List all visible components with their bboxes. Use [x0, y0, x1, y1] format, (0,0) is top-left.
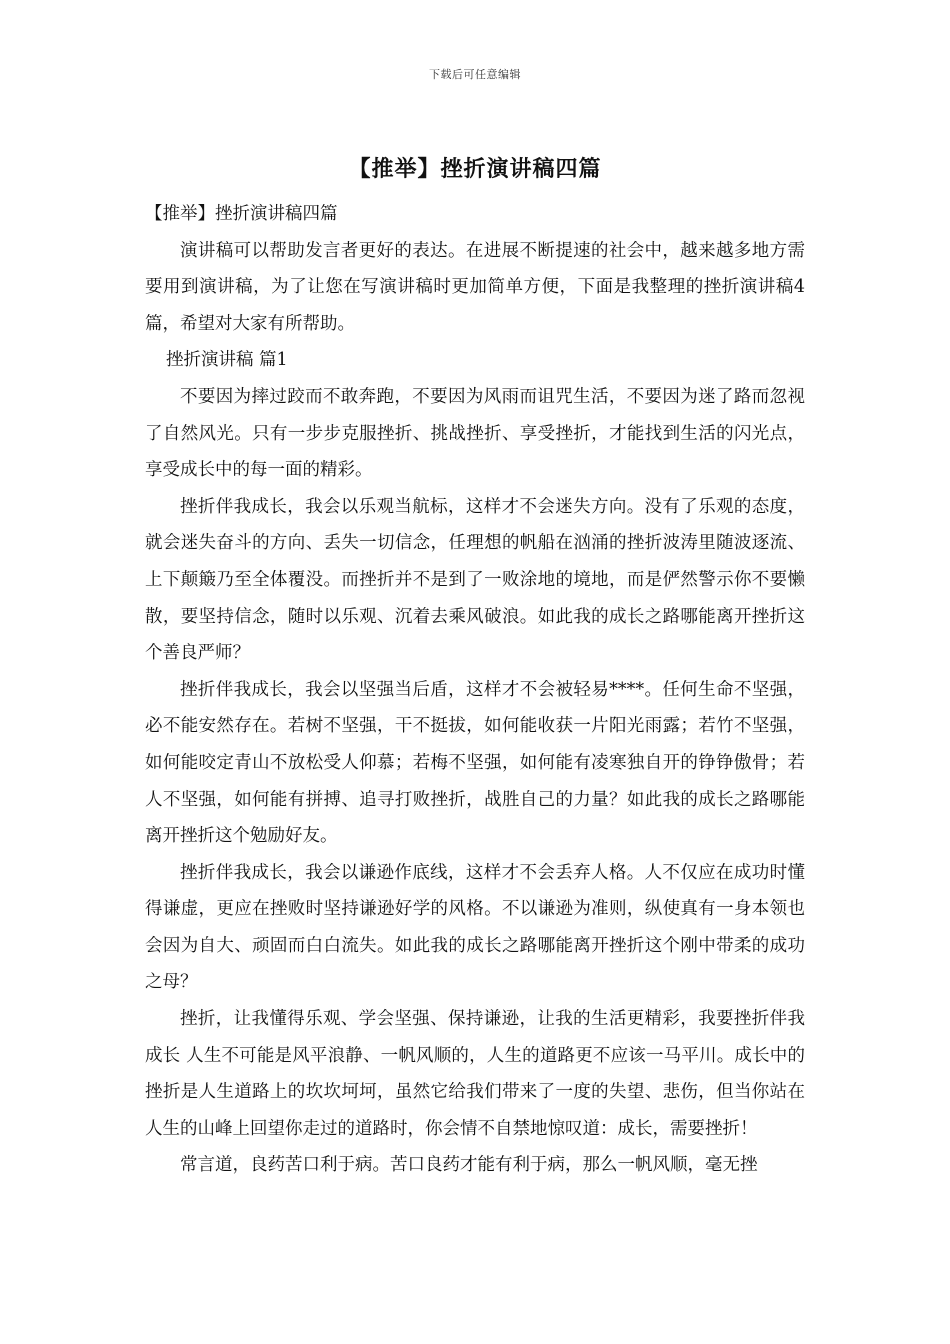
document-title: 【推举】挫折演讲稿四篇 [348, 156, 602, 182]
body-paragraph: 挫折伴我成长，我会以乐观当航标，这样才不会迷失方向。没有了乐观的态度，就会迷失奋斗的方向、丢失一切信念，任理想的帆船在汹涌的挫折波涛里随波逐流、上下颠簸乃至全体覆没。而挫折并不是到了一败涂地的境地，而是俨然警示你不要懒散，要坚持信念，随时以乐观、沉着去乘风破浪。如此我的成长之路哪能离开挫折这个善良严师？ [145, 496, 805, 664]
document-body [145, 196, 805, 1184]
body-paragraph: 挫折，让我懂得乐观、学会坚强、保持谦逊，让我的生活更精彩，我要挫折伴我成长 人生不可能是风平浪静、一帆风顺的，人生的道路更不应该一马平川。成长中的挫折是人生道路上的坎坎坷坷，虽然它给我们带来了一度的失望、悲伤，但当你站在人生的山峰上回望你走过的道路时，你会情不自禁地惊叹道：成长，需要挫折！ [145, 1009, 805, 1139]
body-paragraph: 挫折伴我成长，我会以谦逊作底线，这样才不会丢弃人格。人不仅应在成功时懂得谦虚，更应在挫败时坚持谦逊好学的风格。不以谦逊为准则，纵使真有一身本领也会因为自大、顽固而白白流失。如此我的成长之路哪能离开挫折这个刚中带柔的成功之母？ [145, 862, 805, 993]
document-subtitle: 【推举】挫折演讲稿四篇 [145, 204, 338, 224]
body-paragraph: 不要因为摔过跤而不敢奔跑，不要因为风雨而诅咒生活，不要因为迷了路而忽视了自然风光。只有一步步克服挫折、挑战挫折、享受挫折，才能找到生活的闪光点，享受成长中的每一面的精彩。 [145, 386, 805, 481]
intro-paragraph: 演讲稿可以帮助发言者更好的表达。在进展不断提速的社会中，越来越多地方需要用到演讲稿，为了让您在写演讲稿时更加简单方便，下面是我整理的挫折演讲稿4篇，希望对大家有所帮助。 [145, 240, 805, 334]
section-heading: 挫折演讲稿 篇1 [166, 350, 288, 371]
body-paragraph: 常言道，良药苦口利于病。苦口良药才能有利于病，那么一帆风顺，毫无挫 [180, 1155, 758, 1176]
body-paragraph: 挫折伴我成长，我会以坚强当后盾，这样才不会被轻易****。任何生命不坚强，必不能安然存在。若树不坚强，干不挺拔，如何能收获一片阳光雨露；若竹不坚强，如何能咬定青山不放松受人仰慕；若梅不坚强，如何能有凌寒独自开的铮铮傲骨；若人不坚强，如何能有拼搏、追寻打败挫折，战胜自己的力量？如此我的成长之路哪能离开挫折这个勉励好友。 [145, 679, 805, 847]
page-header-note: 下载后可任意编辑 [429, 68, 521, 81]
